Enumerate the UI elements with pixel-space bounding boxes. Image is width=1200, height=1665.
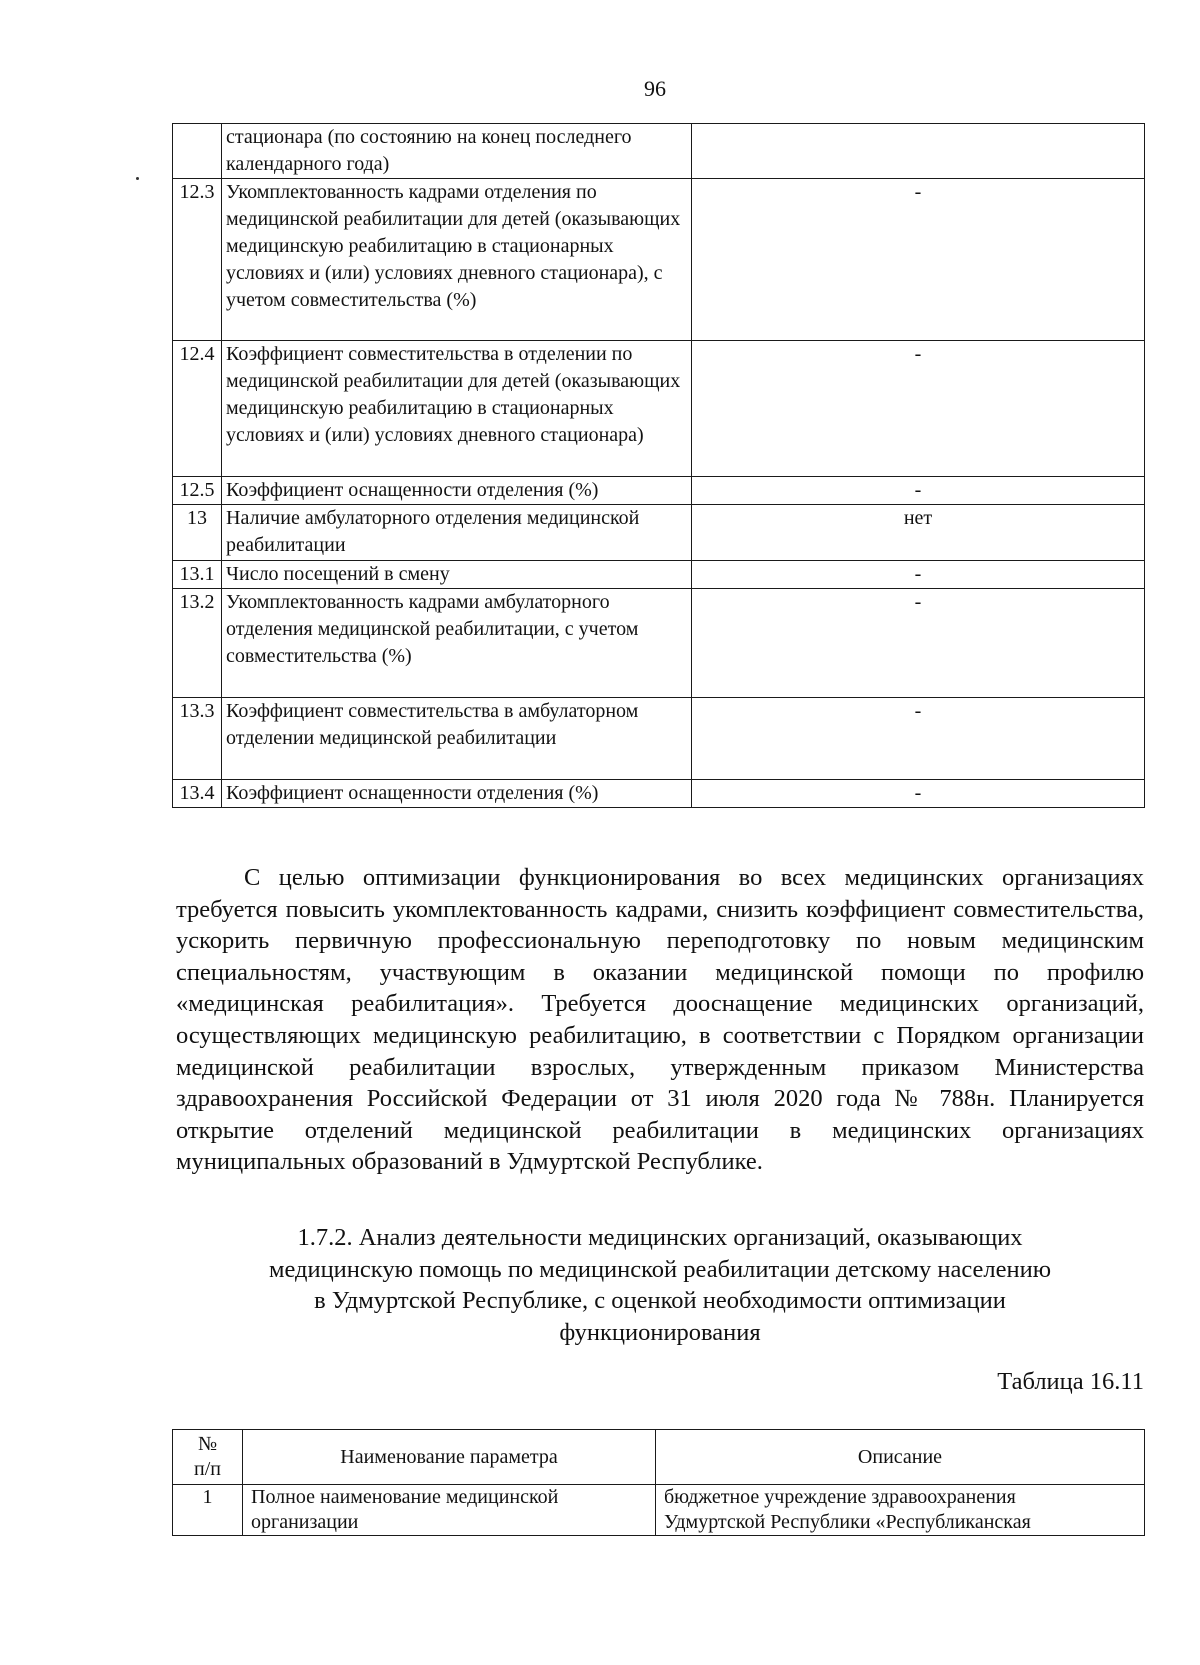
organization-description-table — [172, 1429, 1145, 1536]
table-row — [173, 561, 1145, 589]
parameter-name: Укомплектованность кадрами амбулаторного отделения медицинской реабилитации, с учетом совместительства (%) — [222, 589, 692, 698]
table-row — [173, 179, 1145, 341]
parameter-value: - — [692, 780, 1145, 808]
parameter-value: - — [692, 341, 1145, 477]
parameter-value: - — [692, 477, 1145, 505]
section-heading-line: функционирования — [559, 1318, 761, 1346]
column-header-number — [173, 1430, 243, 1485]
section-heading-line: в Удмуртской Республике, с оценкой необходимости оптимизации — [314, 1287, 1006, 1315]
row-number: 12.3 — [173, 179, 222, 341]
parameter-name-line: Полное наименование медицинской — [251, 1486, 559, 1508]
section-heading-line: 1.7.2. Анализ деятельности медицинских организаций, оказывающих — [297, 1224, 1023, 1251]
table-row — [173, 477, 1145, 505]
table-row — [173, 505, 1145, 561]
table-row — [173, 698, 1145, 780]
parameter-name: Коэффициент совместительства в амбулаторном отделении медицинской реабилитации — [222, 698, 692, 780]
row-number: 13.1 — [173, 561, 222, 589]
parameter-value: - — [692, 179, 1145, 341]
section-heading-line: медицинскую помощь по медицинской реабилитации детскому населению — [268, 1255, 1052, 1283]
row-number: 13.3 — [173, 698, 222, 780]
row-number: 13.2 — [173, 589, 222, 698]
section-heading — [176, 1222, 1144, 1348]
header-number-symbol: № — [197, 1433, 218, 1455]
parameter-name: Коэффициент совместительства в отделении по медицинской реабилитации для детей (оказывающих медицинскую реабилитацию в стационарных условиях и (или) условиях дневного стационара) — [222, 341, 692, 477]
table-header-row — [173, 1430, 1145, 1485]
row-number: 13.4 — [173, 780, 222, 808]
rehab-indicators-table — [172, 123, 1145, 808]
parameter-value: - — [692, 589, 1145, 698]
row-number — [173, 124, 222, 179]
table-row — [173, 341, 1145, 477]
row-number: 1 — [173, 1485, 243, 1536]
row-number: 12.4 — [173, 341, 222, 477]
parameter-value — [692, 124, 1145, 179]
parameter-name: Коэффициент оснащенности отделения (%) — [222, 780, 692, 808]
body-paragraph: С целью оптимизации функционирования во всех медицинских организациях требуется повысить укомплектованность кадрами, снизить коэффициент совместительства, ускорить первичную профессиональную переподготовку по новым медицинским специальностям, участвующим в оказании медицинской помощи по профилю «медицинская реабилитация». Требуется дооснащение медицинских организаций, осуществляющих медицинскую реабилитацию, в соответствии с Порядком организации медицинской реабилитации взрослых, утвержденным приказом Министерства здравоохранения Российской Федерации от 31 июля 2020 года № 788н. Планируется открытие отделений медицинской реабилитации в медицинских организациях муниципальных образований в Удмуртской Республике. — [176, 864, 1144, 1176]
scan-speck — [136, 177, 139, 180]
parameter-name — [243, 1485, 656, 1536]
description-line: Удмуртской Республики «Республиканская — [664, 1511, 1031, 1533]
parameter-description — [656, 1485, 1145, 1536]
column-header-parameter: Наименование параметра — [243, 1430, 656, 1485]
parameter-value: - — [692, 561, 1145, 589]
parameter-value: нет — [692, 505, 1145, 561]
parameter-name-line: организации — [251, 1511, 359, 1533]
parameter-value: - — [692, 698, 1145, 780]
table-row — [173, 1485, 1145, 1536]
page-number: 96 — [644, 76, 666, 101]
table-row — [173, 589, 1145, 698]
parameter-name: Число посещений в смену — [222, 561, 692, 589]
parameter-name: Коэффициент оснащенности отделения (%) — [222, 477, 692, 505]
parameter-name: стационара (по состоянию на конец последнего календарного года) — [222, 124, 692, 179]
row-number: 13 — [173, 505, 222, 561]
table-row — [173, 124, 1145, 179]
table-row — [173, 780, 1145, 808]
parameter-name: Укомплектованность кадрами отделения по медицинской реабилитации для детей (оказывающих медицинскую реабилитацию в стационарных условиях и (или) условиях дневного стационара), с учетом совместительства (%) — [222, 179, 692, 341]
row-number: 12.5 — [173, 477, 222, 505]
table-caption: Таблица 16.11 — [997, 1368, 1144, 1395]
description-line: бюджетное учреждение здравоохранения — [664, 1486, 1016, 1508]
header-number-abbr: п/п — [194, 1458, 221, 1480]
column-header-description: Описание — [656, 1430, 1145, 1485]
parameter-name: Наличие амбулаторного отделения медицинской реабилитации — [222, 505, 692, 561]
